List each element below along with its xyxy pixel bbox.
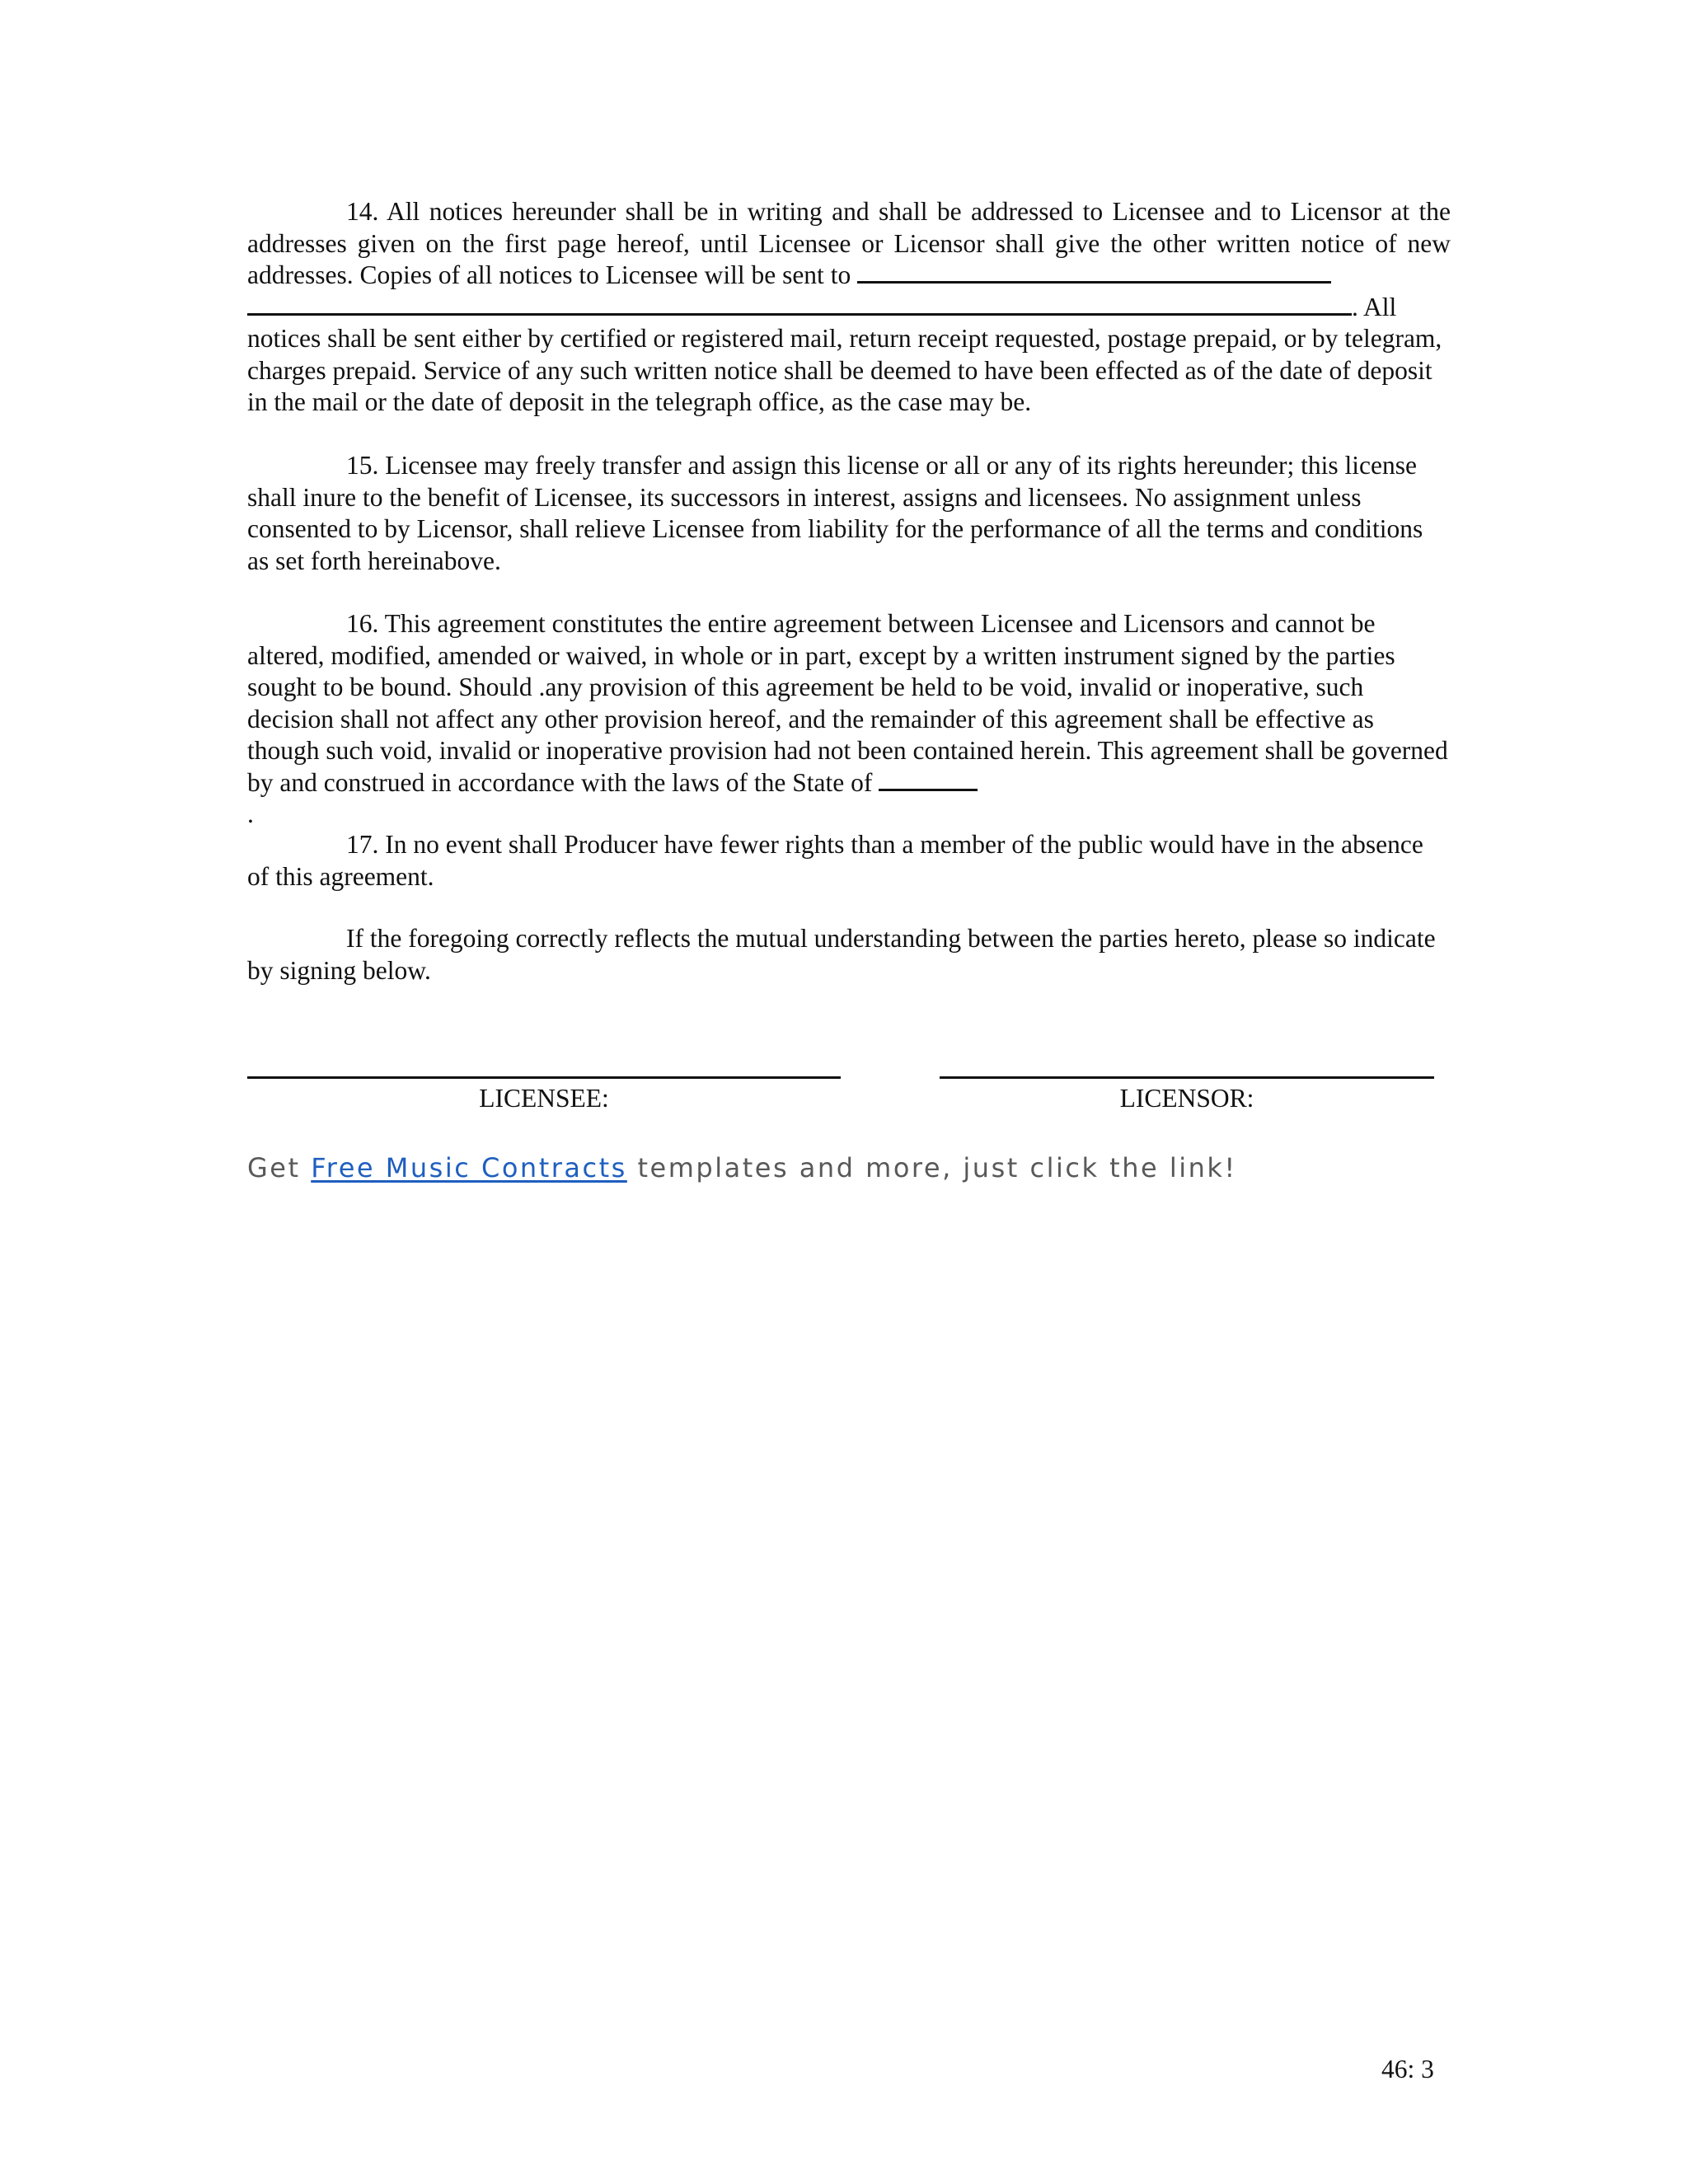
promo-prefix: Get [247, 1152, 312, 1183]
clause-15-text: 15. Licensee may freely transfer and assign this license or all or any of its rights hereunder; this license shall inure to the benefit of Licensee, its successors in interest, assigns and licensees. No assignment unless consented to by Licensor, shall relieve Licensee from liability for the performance of all the terms and conditions as set forth hereinabove. [247, 451, 1423, 575]
clause-14 [247, 196, 1451, 419]
clause-15 [247, 450, 1451, 577]
licensor-label: LICENSOR: [1119, 1084, 1254, 1113]
clause-14-text: 14. All notices hereunder shall be in writing and shall be addressed to Licensee and to Licensor at the addresses given on the first page hereof, until Licensee or Licensor shall give the other written notice of new addresses. Copies of all notices to Licensee will be sent to [247, 197, 1451, 289]
clause-14-continued: notices shall be sent either by certified or registered mail, return receipt requested, postage prepaid, or by telegram, charges prepaid. Service of any such written notice shall be deemed to have been effected as of the date of deposit in the mail or the date of deposit in the telegraph office, as the case may be. [247, 324, 1442, 416]
clause-17-text: 17. In no event shall Producer have fewer rights than a member of the public would have in the absence of this agreement. [247, 830, 1423, 891]
notice-copy-address-blank-cont[interactable] [247, 292, 1352, 316]
licensee-signature-line[interactable] [247, 1076, 841, 1079]
free-music-contracts-link[interactable]: Free Music Contracts [311, 1152, 627, 1183]
clause-16-period: . [247, 799, 254, 828]
notice-copy-address-blank[interactable] [857, 260, 1331, 284]
page-number: 46: 3 [1381, 2055, 1434, 2083]
closing-statement [247, 923, 1451, 987]
promo-line [247, 1152, 1237, 1183]
closing-text: If the foregoing correctly reflects the mutual understanding between the parties hereto, please so indicate by signing below. [247, 924, 1436, 985]
licensee-label: LICENSEE: [479, 1084, 609, 1113]
governing-state-blank[interactable] [879, 767, 978, 791]
clause-17 [247, 829, 1451, 893]
promo-suffix: templates and more, just click the link! [626, 1152, 1237, 1183]
clause-16 [247, 608, 1451, 831]
clause-14-all: . All [1352, 292, 1397, 321]
licensor-signature-line[interactable] [940, 1076, 1434, 1079]
clause-16-text: 16. This agreement constitutes the entire agreement between Licensee and Licensors and cannot be altered, modified, amended or waived, in whole or in part, except by a written instrument signed by the parties sought to be bound. Should .any provision of this agreement be held to be void, invalid or inoperative, such decision shall not affect any other provision hereof, and the remainder of this agreement shall be effective as though such void, invalid or inoperative provision had not been contained herein. This agreement shall be governed by and construed in accordance with the laws of the State of [247, 609, 1448, 797]
